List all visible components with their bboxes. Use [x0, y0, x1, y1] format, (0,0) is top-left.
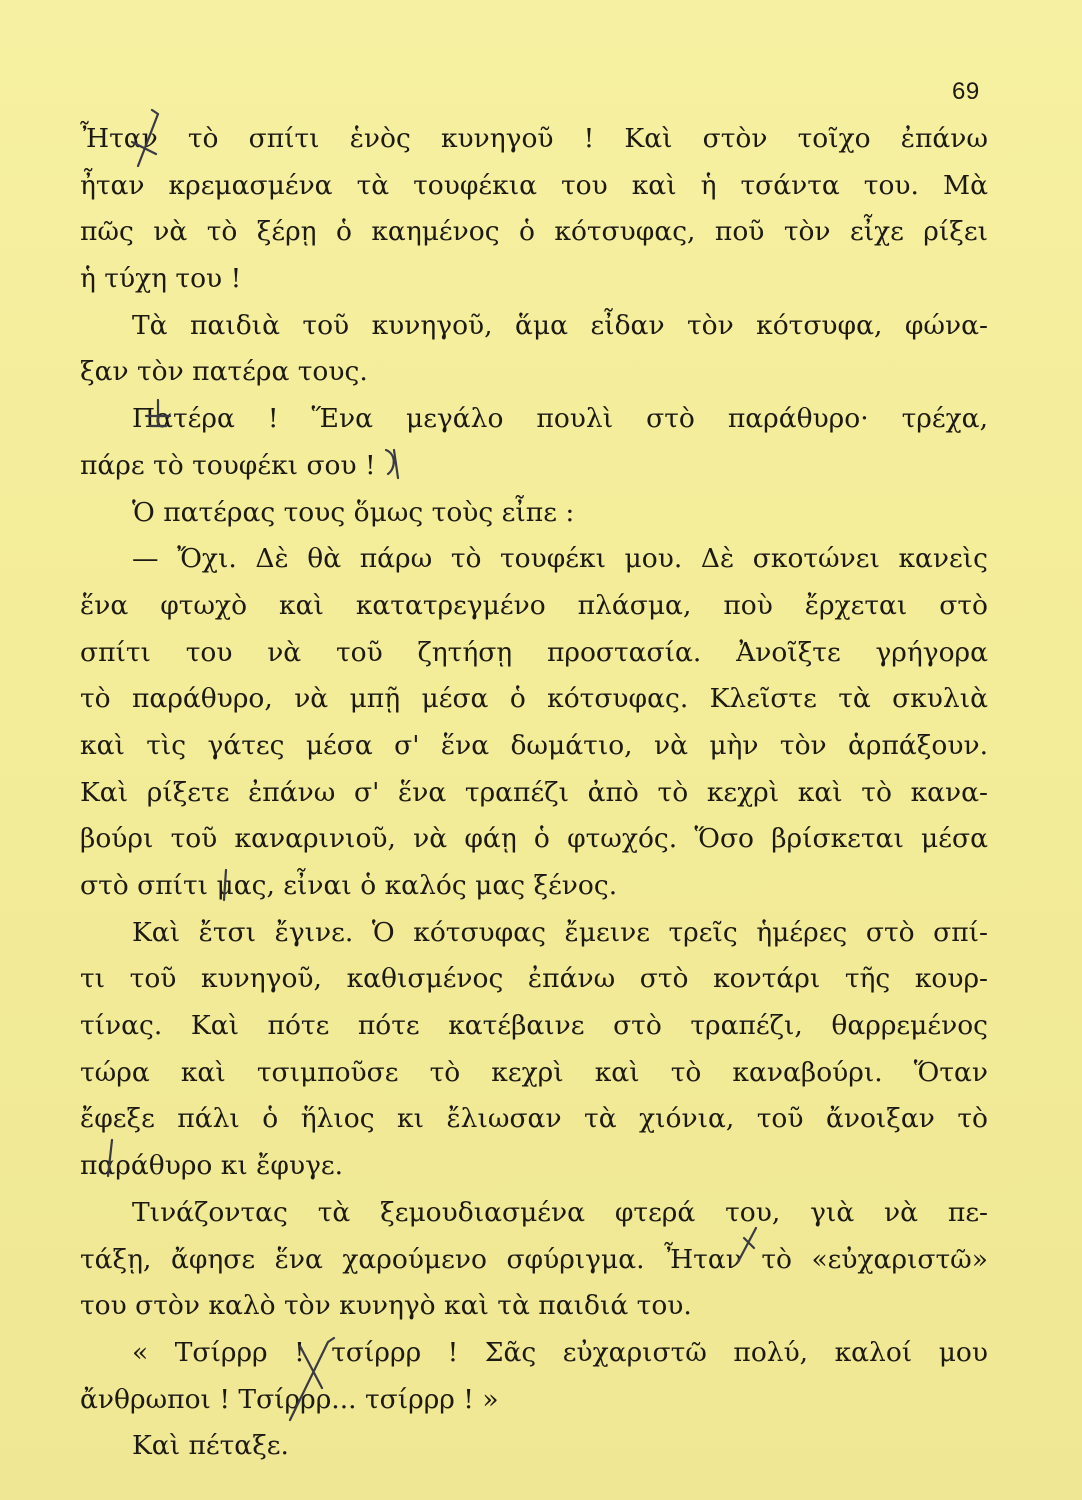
text-line: τώρα καὶ τσιμποῦσε τὸ κεχρὶ καὶ τὸ καναβούρι. Ὅταν — [80, 1056, 988, 1088]
text-line: ἡ τύχη του ! — [80, 263, 242, 295]
text-line: στὸ σπίτι μας, εἶναι ὁ καλός μας ξένος. — [80, 870, 618, 901]
text-line: τι τοῦ κυνηγοῦ, καθισμένος ἐπάνω στὸ κοντάρι τῆς κουρ- — [80, 963, 988, 995]
text-line: Ὁ πατέρας τους ὅμως τοὺς εἶπε : — [132, 496, 575, 528]
text-line: σπίτι του νὰ τοῦ ζητήσῃ προστασία. Ἀνοῖξτε γρήγορα — [80, 636, 988, 668]
text-line: Τὰ παιδιὰ τοῦ κυνηγοῦ, ἅμα εἶδαν τὸν κότσυφα, φώνα- — [132, 309, 988, 341]
text-line: ἄνθρωποι ! Τσίρρρ... τσίρρρ ! » — [80, 1383, 499, 1415]
text-line: Ἦταν τὸ σπίτι ἑνὸς κυνηγοῦ ! Καὶ στὸν τοῖχο ἐπάνω — [80, 123, 988, 154]
text-line: ξαν τὸν πατέρα τους. — [80, 356, 368, 388]
text-line: ἔφεξε πάλι ὁ ἥλιος κι ἔλιωσαν τὰ χιόνια, τοῦ ἄνοιξαν τὸ — [80, 1103, 988, 1135]
text-line: « Τσίρρρ ! τσίρρρ ! Σᾶς εὐχαριστῶ πολύ, καλοί μου — [132, 1336, 988, 1368]
text-line: τάξῃ, ἄφησε ἕνα χαρούμενο σφύριγμα. Ἦταν τὸ «εὐχαριστῶ» — [80, 1243, 988, 1275]
page-number: 69 — [952, 78, 980, 105]
text-line: καὶ τὶς γάτες μέσα σ' ἕνα δωμάτιο, νὰ μὴν τὸν ἁρπάξουν. — [80, 729, 988, 761]
text-line: Καὶ ἔτσι ἔγινε. Ὁ κότσυφας ἔμεινε τρεῖς ἡμέρες στὸ σπί- — [132, 916, 988, 948]
text-line: του στὸν καλὸ τὸν κυνηγὸ καὶ τὰ παιδιά του. — [80, 1290, 692, 1322]
text-line: τίνας. Καὶ πότε πότε κατέβαινε στὸ τραπέζι, θαρρεμένος — [80, 1010, 988, 1042]
body-text — [80, 116, 988, 1470]
text-line: Τινάζοντας τὰ ξεμουδιασμένα φτερά του, γιὰ νὰ πε- — [132, 1196, 988, 1228]
text-line: παράθυρο κι ἔφυγε. — [80, 1150, 344, 1182]
text-line: Καὶ πέταξε. — [132, 1430, 289, 1462]
text-line: βούρι τοῦ καναρινιοῦ, νὰ φάῃ ὁ φτωχός. Ὅσο βρίσκεται μέσα — [80, 823, 988, 855]
text-line: πῶς νὰ τὸ ξέρῃ ὁ καημένος ὁ κότσυφας, ποῦ τὸν εἶχε ρίξει — [80, 216, 988, 248]
text-line: — Ὄχι. Δὲ θὰ πάρω τὸ τουφέκι μου. Δὲ σκοτώνει κανεὶς — [132, 543, 988, 575]
text-line: ἕνα φτωχὸ καὶ κατατρεγμένο πλάσμα, ποὺ ἔρχεται στὸ — [80, 589, 988, 621]
text-line: Πατέρα ! Ἕνα μεγάλο πουλὶ στὸ παράθυρο· τρέχα, — [132, 403, 988, 435]
text-line: πάρε τὸ τουφέκι σου ! — [80, 449, 376, 481]
text-line: ἦταν κρεμασμένα τὰ τουφέκια του καὶ ἡ τσάντα του. Μὰ — [80, 169, 988, 201]
text-line: Καὶ ρίξετε ἐπάνω σ' ἕνα τραπέζι ἀπὸ τὸ κεχρὶ καὶ τὸ κανα- — [80, 776, 988, 808]
text-line: τὸ παράθυρο, νὰ μπῇ μέσα ὁ κότσυφας. Κλεῖστε τὰ σκυλιὰ — [80, 683, 988, 715]
